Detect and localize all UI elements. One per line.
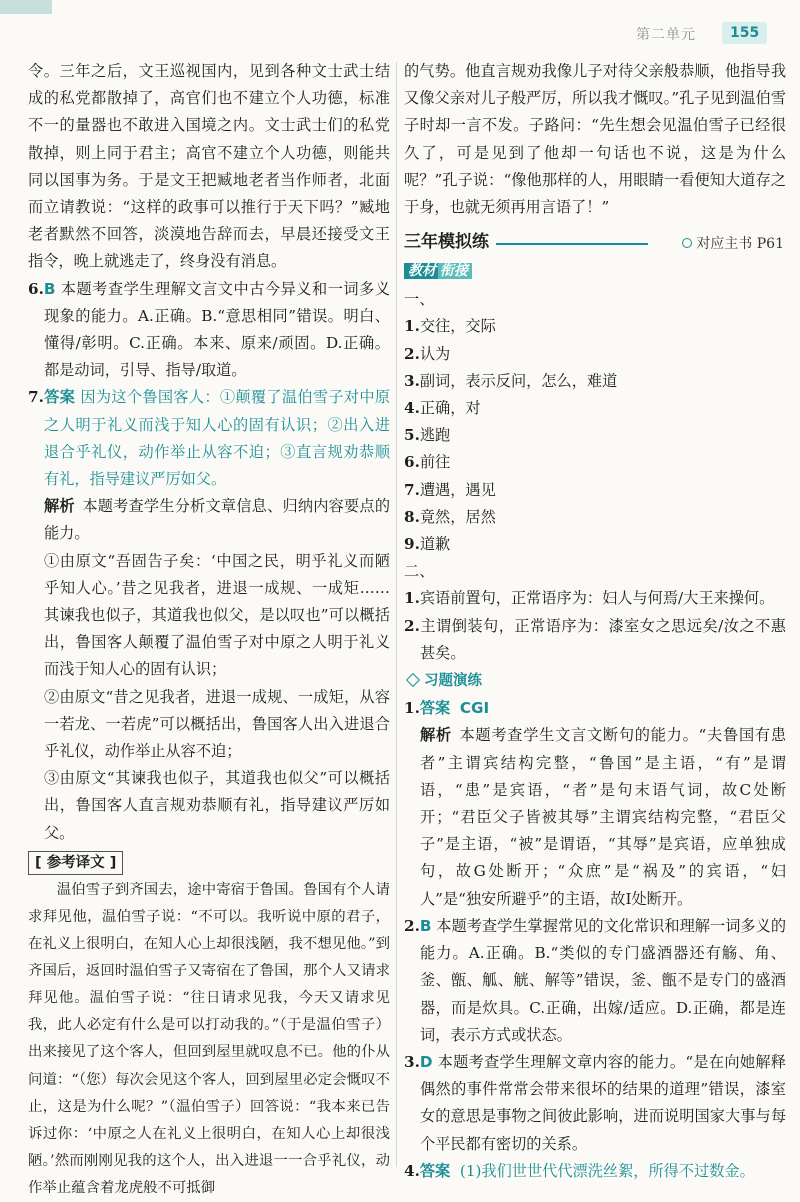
textbook-link-tag <box>404 260 472 282</box>
q1-analysis <box>404 722 786 912</box>
list-item: 8.竟然，居然 <box>404 507 496 526</box>
section-reference <box>682 231 784 258</box>
item-text: 前往 <box>419 453 451 472</box>
drill-title: 习题演练 <box>424 673 482 690</box>
q6-number: 6. <box>28 279 44 298</box>
item-text: 竟然，居然 <box>419 507 496 526</box>
translation-continued: 令。三年之后，文王巡视国内，见到各种文士武士结成的私党都散掉了，高官们也不建立个人功德，标准不一的量器也不敢进入国境之内。文士武士们的私党散掉，则上同于君主；高官不建立个人功德，则能共同以国事为务。于是文王把臧地老者当作师者，北面而立请教说：“这样的政事可以推行于天下吗？”臧地老者默然不回答，淡漠地告辞而去，早晨还接受文王指令，晚上就逃走了，终身没有消息。 <box>28 62 390 271</box>
part-two-label: 二、 <box>404 562 435 581</box>
section-title: 三年模拟练 <box>404 232 489 253</box>
item-text: 主谓倒装句，正常语序为：漆室女之思远矣/汝之不惠甚矣。 <box>419 616 786 662</box>
right-column <box>404 58 786 1185</box>
question-1 <box>404 695 786 722</box>
list-item: 6.前往 <box>404 453 451 472</box>
q7-answer: 因为这个鲁国客人：①颠覆了温伯雪子对中原之人明于礼义而浅于知人心的固有认识；②出入进退合乎礼仪，动作举止从容不迫；③直言规劝恭顺有礼，指导建议严厉如父。 <box>43 388 390 489</box>
left-column <box>28 58 390 1202</box>
item-text: 宾语前置句，正常语序为：妇人与何焉/大王来操何。 <box>419 589 775 608</box>
analysis-label: 解析 <box>43 497 75 516</box>
column-divider <box>396 62 397 1167</box>
list-item: 7.遭遇，遇见 <box>404 480 496 499</box>
item-text: 副词，表示反问，怎么，难道 <box>419 371 618 390</box>
section-header <box>404 227 786 257</box>
q1-label: 答案 <box>419 699 451 718</box>
q2-answer: B <box>419 916 432 935</box>
list-item: 9.道歉 <box>404 535 451 554</box>
q3-number: 3. <box>404 1052 420 1071</box>
q1-answer: CGI <box>459 699 490 718</box>
search-icon <box>682 238 692 248</box>
q1-analysis-text: 本题考查学生文言文断句的能力。“夫鲁国有患者”主谓宾结构完整，“鲁国”是主语，“有”是谓语，“患”是宾语，“者”是句末语气词，故C处断开；“君臣父子皆被其辱”主谓宾结构完整，“君臣父子”是主语，“被”是谓语，“其辱”是宾语，应单独成句，故G处断开；“众庶”是“祸及”的宾语，“妇人”是“独安所避乎”的主语，故I处断开。 <box>419 726 787 908</box>
tag-part-a: 教材 <box>404 263 438 279</box>
reference-translation: 温伯雪子到齐国去，途中寄宿于鲁国。鲁国有个人请求拜见他，温伯雪子说：“不可以。我听说中原的君子，在礼义上很明白，在知人心上却很浅陋，我不想见他。”到齐国后，返回时温伯雪子又寄宿在了鲁国，那个人又请求拜见他。温伯雪子说：“往日请求见我，今天又请求见我，此人必定有什么是可以打动我的。”（于是温伯雪子）出来接见了这个客人，但回到屋里就叹息不已。他的仆从问道：“（您）每次会见这个客人，回到屋里必定会慨叹不止，这是为什么呢？”（温伯雪子）回答说：“我本来已告诉过你：‘中原之人在礼义上很明白，在知人心上却很浅陋。’然而刚刚见我的这个人，出入进退一一合乎礼仪，动作举止蕴含着龙虎般不可抵御 <box>28 881 390 1196</box>
section-ref-text: 对应主书 P61 <box>696 236 784 253</box>
q1-number: 1. <box>404 699 420 718</box>
ref-title-text: 参考译文 <box>46 854 105 871</box>
q3-answer: D <box>419 1052 433 1071</box>
part-two <box>404 558 786 667</box>
q7-analysis <box>28 493 390 547</box>
list-item: 2.认为 <box>404 344 451 363</box>
question-2 <box>404 913 786 1049</box>
item-text: 交往，交际 <box>419 317 496 336</box>
question-6 <box>28 276 390 385</box>
page-number: 155 <box>722 22 767 44</box>
drill-heading <box>404 667 786 695</box>
q6-answer: B <box>43 279 56 298</box>
question-7 <box>28 384 390 493</box>
analysis-point-1: ①由原文“吾固告子矣：‘中国之民，明乎礼义而陋乎知人心。’昔之见我者，进退一成规、一成矩……其谏我也似子，其道我也似父，是以叹也”可以概括出，鲁国客人颠覆了温伯雪子对中原之人明于礼义而浅于知人心的固有认识； <box>43 551 390 679</box>
unit-label: 第二单元 <box>636 27 696 43</box>
q6-text: 本题考查学生理解文言文中古今异义和一词多义现象的能力。A.正确。B.“意思相同”错误。明白、懂得/彰明。C.正确。本来、原来/顽固。D.正确。都是动词，引导、指导/取道。 <box>43 279 391 380</box>
question-3 <box>404 1049 786 1158</box>
item-text: 正确，对 <box>419 399 481 418</box>
item-text: 道歉 <box>419 535 451 554</box>
list-item: 5.逃跑 <box>404 426 451 445</box>
analysis-point-2: ②由原文“昔之见我者，进退一成规、一成矩，从容一若龙、一若虎”可以概括出，鲁国客人出入进退合乎礼仪，动作举止从容不迫； <box>43 687 390 761</box>
part-one-label: 一、 <box>404 290 435 309</box>
q4-answer: (1)我们世世代代漂洗丝絮，所得不过数金。 <box>459 1161 755 1180</box>
q2-text: 本题考查学生掌握常见的文化常识和理解一词多义的能力。A.正确。B.“类似的专门盛酒器还有觞、角、釜、甑、觚、觥、解等”错误，釜、甑不是专门的盛酒器，而是炊具。C.正确，出嫁/适应。D.正确，都是连词，表示方式或状态。 <box>419 916 787 1044</box>
part-one <box>404 286 786 558</box>
corner-tab <box>0 0 52 14</box>
q7-label: 答案 <box>43 388 76 407</box>
analysis-point-3: ③由原文“其谏我也似子，其道我也似父”可以概括出，鲁国客人直言规劝恭顺有礼，指导建议严厉如父。 <box>43 769 390 842</box>
list-item: 1.交往，交际 <box>404 317 496 336</box>
list-item: 1.宾语前置句，正常语序为：妇人与何焉/大王来操何。 <box>404 589 775 608</box>
q4-label: 答案 <box>419 1161 451 1180</box>
q4-number: 4. <box>404 1161 420 1180</box>
item-text: 认为 <box>419 344 451 363</box>
list-item: 4.正确，对 <box>404 399 481 418</box>
analysis-intro: 本题考查学生分析文章信息、归纳内容要点的能力。 <box>43 497 391 543</box>
tag-part-b: 衔接 <box>438 263 472 279</box>
translation-end: 的气势。他直言规劝我像儿子对待父亲般恭顺，他指导我又像父亲对儿子般严厉，所以我才慨叹。”孔子见到温伯雪子时却一言不发。子路问：“先生想会见温伯雪子已经很久了，可是见到了他却一句话也不说，这是为什么呢？”孔子说：“像他那样的人，用眼睛一看便知大道存之于身，也就无须再用言语了！” <box>404 62 786 217</box>
list-item: 2.主谓倒装句，正常语序为：漆室女之思远矣/汝之不惠甚矣。 <box>404 616 786 662</box>
list-item: 3.副词，表示反问，怎么，难道 <box>404 371 618 390</box>
diamond-icon <box>406 673 420 687</box>
item-text: 遭遇，遇见 <box>419 480 496 499</box>
reference-translation-title: [ 参考译文 ] <box>28 851 123 875</box>
item-text: 逃跑 <box>419 426 451 445</box>
q3-text: 本题考查学生理解文章内容的能力。“是在向她解释偶然的事件常常会带来很坏的结果的道理”错误，漆室女的意思是事物之间彼此影响，进而说明国家大事与每个平民都有密切的关系。 <box>419 1052 786 1153</box>
question-4 <box>404 1158 786 1185</box>
page-header <box>0 0 800 52</box>
q2-number: 2. <box>404 916 420 935</box>
section-rule <box>496 243 648 245</box>
q7-number: 7. <box>28 388 44 407</box>
q1-analysis-label: 解析 <box>419 726 452 745</box>
